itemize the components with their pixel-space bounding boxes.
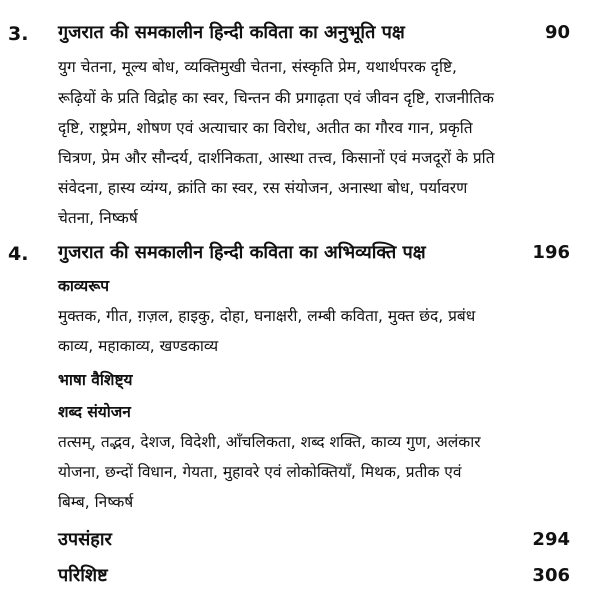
topic-line: रूढ़ियों के प्रति विद्रोह का स्वर, चिन्तन की प्रगाढ़ता एवं जीवन दृष्टि, राजनीतिक — [58, 89, 494, 107]
chapter-title: गुजरात की समकालीन हिन्दी कविता का अनुभूति पक्ष — [58, 22, 405, 43]
chapter-title: गुजरात की समकालीन हिन्दी कविता का अभिव्यक्ति पक्ष — [58, 242, 426, 263]
topic-line: युग चेतना, मूल्य बोध, व्यक्तिमुखी चेतना, संस्कृति प्रेम, यथार्थपरक दृष्टि, — [58, 58, 457, 76]
topic-line: तत्सम्, तद्भव, देशज, विदेशी, आँचलिकता, शब्द शक्ति, काव्य गुण, अलंकार — [58, 433, 481, 451]
page-number: 294 — [532, 529, 570, 550]
topic-line: मुक्तक, गीत, ग़ज़ल, हाइकु, दोहा, घनाक्षरी, लम्बी कविता, मुक्त छंद, प्रबंध — [58, 307, 476, 325]
entry-number: 4. — [8, 243, 29, 265]
page-number: 306 — [532, 565, 570, 586]
topic-line: बिम्ब, निष्कर्ष — [58, 493, 134, 511]
topic-line: चित्रण, प्रेम और सौन्दर्य, दार्शनिकता, आस्था तत्त्व, किसानों एवं मजदूरों के प्रति — [58, 149, 495, 167]
page-number: 90 — [544, 22, 570, 43]
section-heading: काव्यरूप — [58, 277, 110, 295]
conclusion-title: उपसंहार — [58, 529, 112, 550]
topic-line: दृष्टि, राष्ट्रप्रेम, शोषण एवं अत्याचार का विरोध, अतीत का गौरव गान, प्रकृति — [58, 119, 473, 137]
topic-line: योजना, छन्दों विधान, गेयता, मुहावरे एवं लोकोक्तियाँ, मिथक, प्रतीक एवं — [58, 463, 462, 481]
section-heading: भाषा वैशिष्ट्य — [58, 371, 133, 389]
topic-line: संवेदना, हास्य व्यंग्य, क्रांति का स्वर, रस संयोजन, अनास्था बोध, पर्यावरण — [58, 179, 468, 197]
entry-number: 3. — [8, 23, 29, 45]
topic-line: काव्य, महाकाव्य, खण्डकाव्य — [58, 337, 219, 355]
appendix-title: परिशिष्ट — [58, 565, 108, 586]
page-number: 196 — [532, 242, 570, 263]
topic-line: चेतना, निष्कर्ष — [58, 209, 138, 227]
section-heading: शब्द संयोजन — [58, 403, 131, 421]
